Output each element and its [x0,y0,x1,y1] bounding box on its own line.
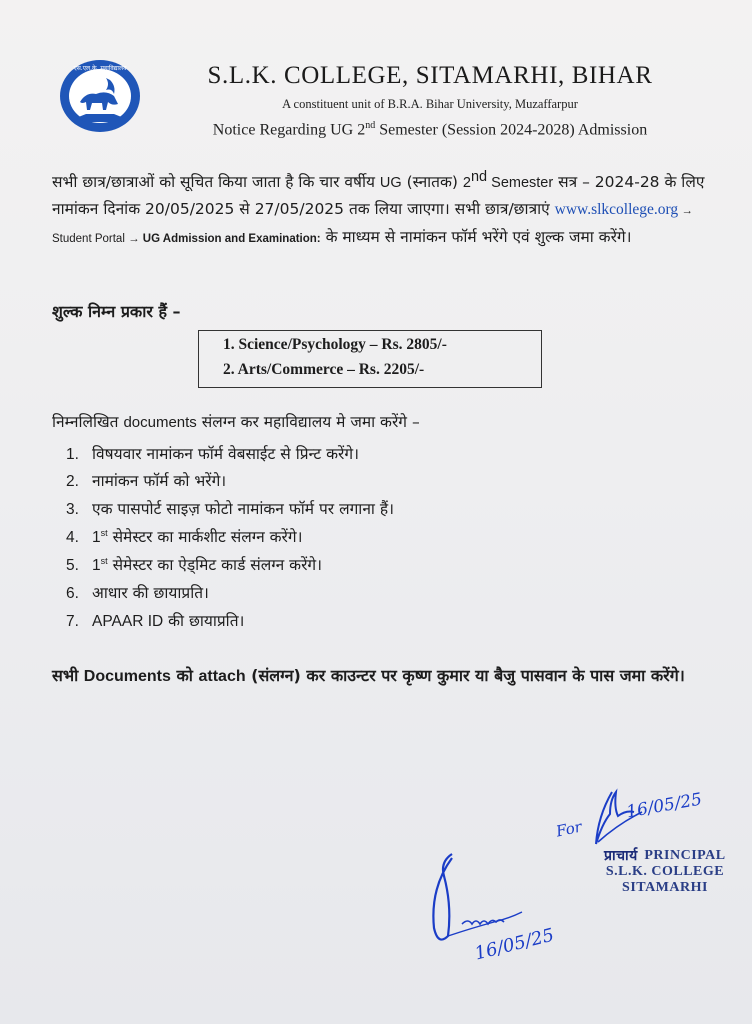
intro-paragraph: सभी छात्र/छात्राओं को सूचित किया जाता है कि चार वर्षीय UG (स्नातक) 2nd Semester सत्र – 2024-28 के लिए नामांकन दिनांक 20/05/2025 से 27/05/2025 तक लिया जाएगा। सभी छात्र/छात्राएं www.slkcollege.org → Student Portal → UG Admission and Examination: के माध्यम से नामांकन फॉर्म भरेंगे एवं शुल्क जमा करेंगे। [52,169,705,247]
list-item: 5. 1st सेमेस्टर का ऐड्मिट कार्ड संलग्न करेंगे। [66,555,323,574]
list-item: 6. आधार की छायाप्रति। [66,584,209,602]
college-title: S.L.K. COLLEGE, SITAMARHI, BIHAR [207,62,653,89]
list-item: 2. नामांकन फॉर्म को भरेंगे। [66,472,227,490]
fee-item-arts: 2. Arts/Commerce – Rs. 2205/- [223,361,425,378]
principal-stamp: प्राचार्य PRINCIPAL S.L.K. COLLEGE SITAMARHI [604,848,726,895]
college-logo [58,58,142,134]
college-website-link[interactable]: www.slkcollege.org [554,201,679,219]
list-item: 1. विषयवार नामांकन फॉर्म वेबसाईट से प्रिन्ट करेंगे। [66,445,359,463]
college-subtitle: A constituent unit of B.R.A. Bihar University, Muzaffarpur [282,97,578,111]
documents-heading: निम्नलिखित documents संलग्न कर महाविद्यालय मे जमा करेंगे – [52,413,420,431]
fees-heading: शुल्क निम्न प्रकार हैं – [52,302,181,321]
signature-date-right: 16/05/25 [624,789,704,823]
list-item: 7. APAAR ID की छायाप्रति। [66,612,245,630]
logo-text: एस.एल.के. महाविद्यालय [73,65,127,72]
closing-paragraph: सभी Documents को attach (संलग्न) कर काउन्टर पर कृष्ण कुमार या बैजु पासवान के पास जमा करेंगे। [52,666,685,685]
list-item: 3. एक पासपोर्ट साइज़ फोटो नामांकन फॉर्म पर लगाना हैं। [66,500,394,518]
fees-box [198,330,542,388]
notice-heading: Notice Regarding UG 2nd Semester (Session 2024-2028) Admission [212,120,648,139]
signature-date-left: 16/05/25 [472,924,557,965]
for-note: For [554,817,584,841]
fee-item-science: 1. Science/Psychology – Rs. 2805/- [223,336,447,353]
list-item: 4. 1st सेमेस्टर का मार्कशीट संलग्न करेंगे। [66,527,303,546]
